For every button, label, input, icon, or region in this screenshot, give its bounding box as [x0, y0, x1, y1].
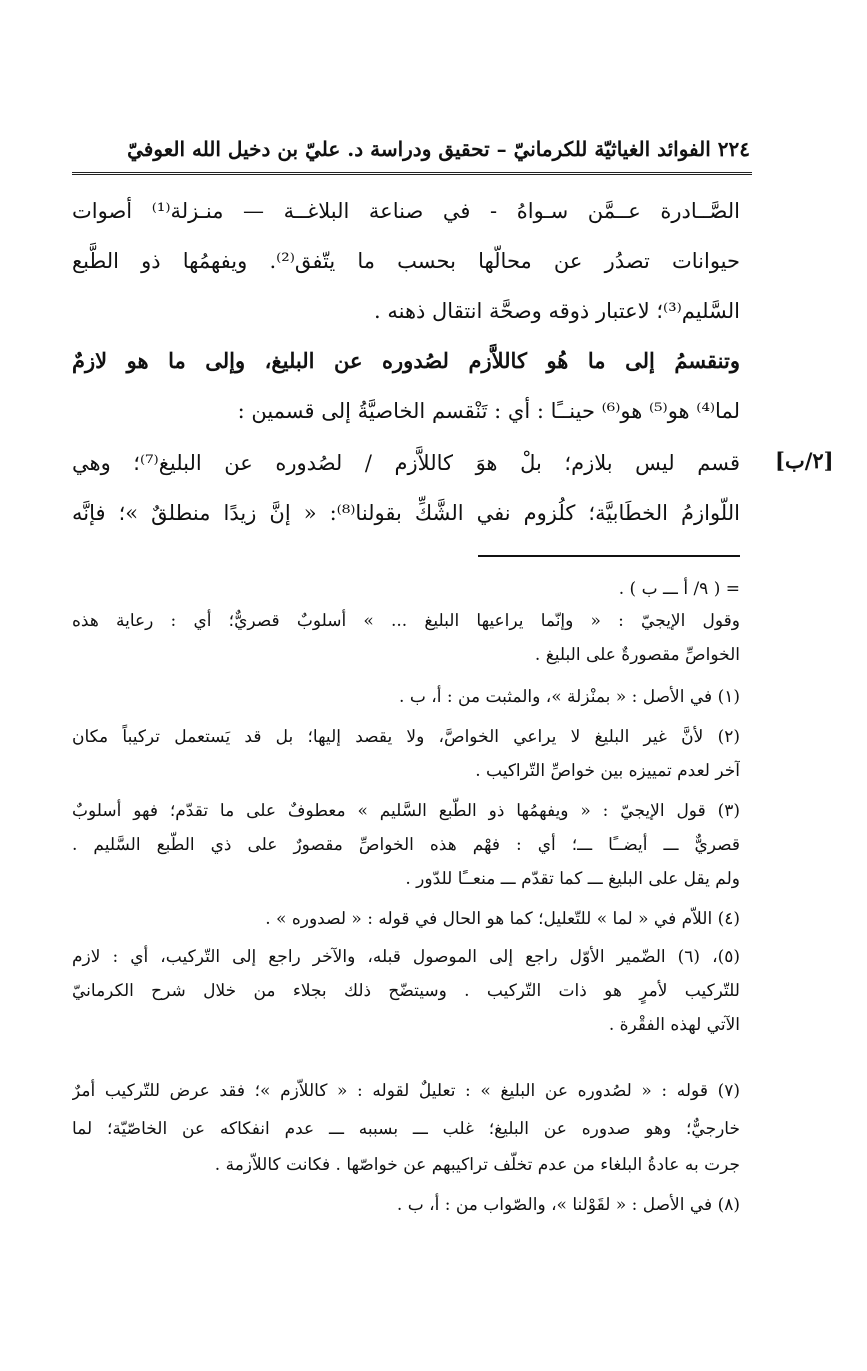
footnote-separator	[478, 555, 740, 557]
footnote-7-cont: خارجيٌّ؛ وهو صدوره عن البليغ؛ غلب ـــ بسببه ـــ عدم انفكاكه عن الخاصّيّة؛ لما	[72, 1119, 740, 1139]
footnote-5-6: (٥)، (٦) الضّمير الأوّل راجع إلى الموصول قبله، والآخر راجع إلى التّركيب، أي : لازم	[72, 947, 740, 967]
footnote-3: (٣) قول الإيجيّ : « ويفهمُها ذو الطّبع السَّليم » معطوفٌ على ما تقدّم؛ فهو أسلوبٌ	[72, 801, 740, 821]
footnote-7-cont-2: جرت به عادةُ البلغاء من عدم تخلّف تراكيبهم عن خواصّها . فكانت كاللاّزمة .	[214, 1155, 740, 1175]
footnote-1: (١) في الأصل : « بمنْزلة »، والمثبت من : أ، ب .	[399, 687, 740, 707]
body-line-2: حيوانات تصدُر عن محالّها بحسب ما يتّفق⁽²⁾. ويفهمُها ذو الطَّبع	[72, 249, 740, 273]
footnote-4: (٤) اللاّم في « لما » للتّعليل؛ كما هو الحال في قوله : « لصدوره » .	[265, 909, 740, 929]
body-line-6: قسم ليس بلازم؛ بلْ هوَ كاللاَّزم / لصُدوره عن البليغ⁽⁷⁾؛ وهي	[72, 451, 740, 475]
body-line-4: وتنقسمُ إلى ما هُو كاللاَّزم لصُدوره عن البليغ، وإلى ما هو لازمٌ	[72, 348, 740, 373]
body-line-5: لما⁽⁴⁾ هو⁽⁵⁾ هو⁽⁶⁾ حينــًا : أي : تَنْقسم الخاصيَّةُ إلى قسمين :	[237, 399, 740, 423]
footnote-8: (٨) في الأصل : « لقَوْلنا »، والصّواب من : أ، ب .	[396, 1195, 740, 1215]
footnote-3-cont: قصريٌّ ـــ أيضــًا ـــ؛ أي : فهْم هذه الخواصِّ مقصورٌ على ذي الطّبع السَّليم .	[72, 835, 740, 855]
footnote-2-cont: آخر لعدم تمييزه بين خواصِّ التّراكيب .	[475, 761, 740, 781]
footnote-7: (٧) قوله : « لصُدوره عن البليغ » : تعليلٌ لقوله : « كاللاّزم »؛ فقد عرض للتّركيب أمرٌ	[72, 1081, 740, 1101]
margin-marker: [٢/ب]	[775, 448, 834, 473]
body-line-1: الصَّــادرة عــمَّن سـواهُ - في صناعة البلاغــة — منـزلة⁽¹⁾ أصوات	[72, 199, 740, 223]
footnote-line-2: وقول الإيجيّ : « وإنّما يراعيها البليغ ... » أسلوبٌ قصريٌّ؛ أي : رعاية هذه	[72, 611, 740, 631]
body-line-7: اللّوازمُ الخطَابيَّة؛ كلُزوم نفي الشَّكِّ بقولنا⁽⁸⁾: « إنَّ زيدًا منطلقٌ »؛ فإنَّه	[72, 501, 740, 525]
footnote-3-cont-2: ولم يقل على البليغ ـــ كما تقدّم ـــ منعــًا للدّور .	[405, 869, 740, 889]
page-header: ٢٢٤ الفوائد الغياثيّة للكرمانيّ – تحقيق ودراسة د. عليّ بن دخيل الله العوفيّ	[127, 137, 750, 161]
body-line-3: السَّليم⁽³⁾؛ لاعتبار ذوقه وصحَّة انتقال ذهنه .	[374, 299, 740, 323]
footnote-5-6-cont-2: الآتي لهذه الفقْرة .	[608, 1015, 740, 1035]
footnote-5-6-cont: للتّركيب لأمرٍ هو ذات التّركيب . وسيتضّح ذلك بجلاء من خلال شرح الكرمانيّ	[72, 981, 740, 1001]
footnote-line-3: الخواصِّ مقصورةٌ على البليغ .	[534, 645, 740, 665]
footnote-line-1: = ( ٩/ أ ـــ ب ) .	[618, 579, 740, 599]
header-rule	[72, 172, 752, 175]
footnote-2: (٢) لأنَّ غير البليغ لا يراعي الخواصَّ، ولا يقصد إليها؛ بل قد يَستعمل تركيباً مكان	[72, 727, 740, 747]
